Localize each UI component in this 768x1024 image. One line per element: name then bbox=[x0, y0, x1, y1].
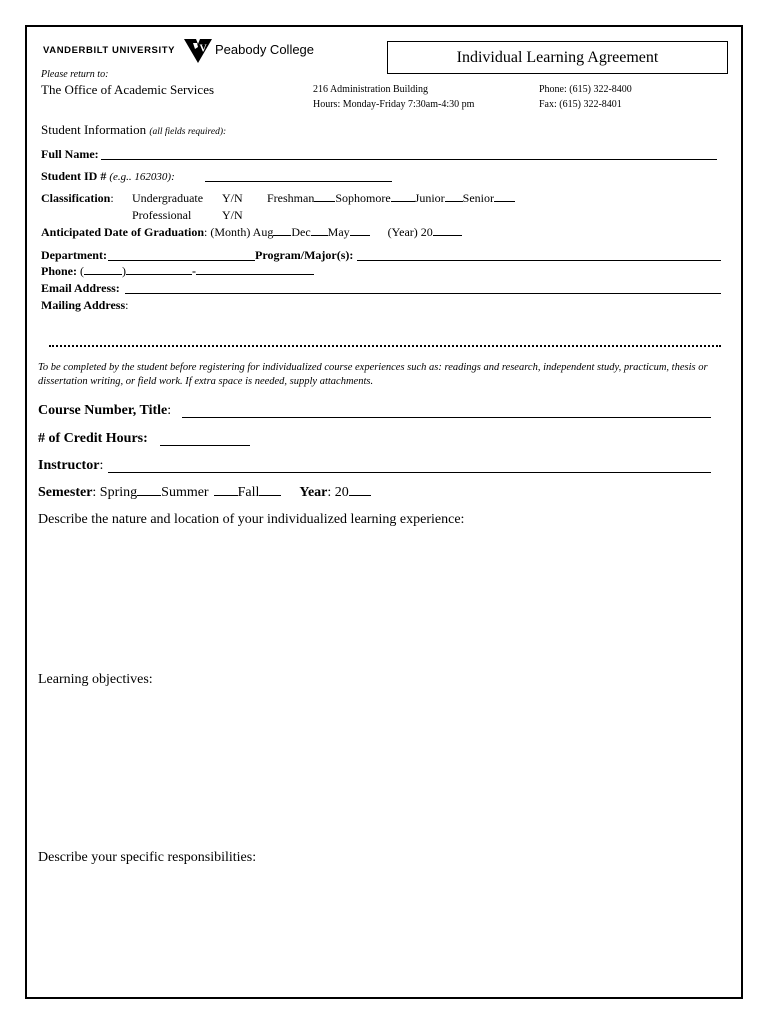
objectives-field[interactable] bbox=[38, 693, 728, 843]
credit-hours-label: # of Credit Hours: bbox=[38, 431, 148, 446]
junior-field[interactable] bbox=[445, 201, 463, 202]
professional-yn[interactable]: Y/N bbox=[222, 208, 243, 222]
full-name-field[interactable] bbox=[101, 159, 717, 160]
student-id-example: (e.g.. 162030): bbox=[109, 171, 175, 183]
classification-label: Classification: bbox=[41, 191, 114, 205]
may-field[interactable] bbox=[350, 235, 370, 236]
university-name: VANDERBILT UNIVERSITY bbox=[43, 45, 176, 56]
office-name: The Office of Academic Services bbox=[41, 82, 215, 97]
describe-label: Describe the nature and location of your individualized learning experience: bbox=[38, 512, 465, 527]
form-title: Individual Learning Agreement bbox=[456, 48, 659, 66]
responsibilities-label: Describe your specific responsibilities: bbox=[38, 850, 257, 865]
full-name-label: Full Name: bbox=[41, 147, 99, 161]
semester-year-field[interactable] bbox=[349, 495, 371, 496]
vanderbilt-v-logo bbox=[184, 38, 212, 64]
mailing-address-field[interactable] bbox=[41, 317, 721, 341]
required-note: (all fields required): bbox=[149, 127, 227, 137]
college-name: Peabody College bbox=[215, 42, 315, 57]
responsibilities-field[interactable] bbox=[38, 871, 728, 991]
phone-number-field[interactable] bbox=[196, 274, 314, 275]
graduation-row: Anticipated Date of Graduation: (Month) Aug Dec May (Year) 20 bbox=[41, 226, 462, 238]
undergraduate-option: Undergraduate bbox=[132, 191, 204, 205]
dec-field[interactable] bbox=[311, 235, 328, 236]
title-box bbox=[387, 41, 728, 74]
return-note: Please return to: bbox=[41, 69, 109, 80]
summer-field[interactable] bbox=[214, 495, 238, 496]
svg-text:V: V bbox=[199, 43, 207, 55]
office-phone: Phone: (615) 322-8400 bbox=[539, 84, 632, 95]
course-title-label: Course Number, Title: bbox=[38, 403, 172, 418]
email-field[interactable] bbox=[125, 293, 721, 294]
course-title-field[interactable] bbox=[182, 417, 711, 418]
form-page bbox=[25, 25, 743, 999]
instructor-label: Instructor: bbox=[38, 458, 104, 473]
instructor-field[interactable] bbox=[108, 472, 711, 473]
professional-option: Professional bbox=[132, 208, 192, 222]
phone-row: Phone: ( ) - bbox=[41, 265, 314, 277]
fall-field[interactable] bbox=[259, 495, 281, 496]
senior-field[interactable] bbox=[494, 201, 515, 202]
student-id-label: Student ID # (e.g.. 162030): bbox=[41, 169, 175, 183]
freshman-field[interactable] bbox=[314, 201, 335, 202]
student-info-heading: Student Information (all fields required): bbox=[41, 122, 227, 137]
year-level-options: Freshman Sophomore Junior Senior bbox=[267, 192, 515, 204]
program-field[interactable] bbox=[357, 260, 721, 261]
credit-hours-field[interactable] bbox=[160, 445, 250, 446]
objectives-label: Learning objectives: bbox=[38, 672, 153, 687]
mailing-address-label: Mailing Address: bbox=[41, 298, 129, 312]
aug-field[interactable] bbox=[273, 235, 291, 236]
student-id-field[interactable] bbox=[205, 181, 392, 182]
describe-field[interactable] bbox=[38, 533, 728, 668]
program-label: Program/Major(s): bbox=[255, 248, 354, 262]
phone-prefix-field[interactable] bbox=[126, 274, 192, 275]
phone-area-code-field[interactable] bbox=[84, 274, 122, 275]
sophomore-field[interactable] bbox=[391, 201, 415, 202]
office-hours: Hours: Monday-Friday 7:30am-4:30 pm bbox=[313, 99, 475, 110]
semester-row: Semester: Spring Summer Fall Year: 20 bbox=[38, 486, 371, 500]
department-field[interactable] bbox=[108, 260, 255, 261]
office-fax: Fax: (615) 322-8401 bbox=[539, 99, 622, 110]
section-divider bbox=[49, 345, 721, 347]
spring-field[interactable] bbox=[137, 495, 161, 496]
instructions-text: To be completed by the student before registering for individualized course experiences such as: readings and research, independent study, practicum, thesis or dissertation writing, or field work. If extra space is needed, supply attachments. bbox=[38, 362, 708, 387]
email-label: Email Address: bbox=[41, 281, 120, 295]
office-address: 216 Administration Building bbox=[313, 84, 429, 95]
graduation-year-field[interactable] bbox=[433, 235, 462, 236]
department-label: Department: bbox=[41, 248, 107, 262]
undergraduate-yn[interactable]: Y/N bbox=[222, 191, 243, 205]
